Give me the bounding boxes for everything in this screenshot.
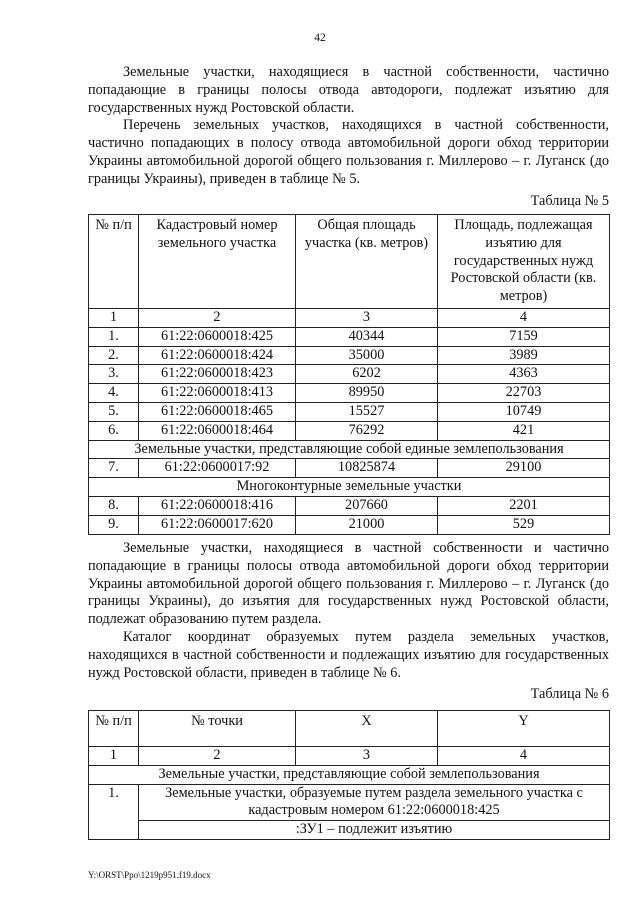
table-cell: 76292 <box>296 421 438 440</box>
table-cell: 3. <box>89 365 139 384</box>
table-cell: 207660 <box>296 496 438 515</box>
table-cell: 6. <box>89 421 139 440</box>
table-row <box>89 327 610 346</box>
table6 <box>88 710 610 840</box>
table-row <box>89 821 610 840</box>
table-cell: 1 <box>89 308 139 327</box>
table6-header-cell: X <box>296 711 438 747</box>
table-cell: 15527 <box>296 402 438 421</box>
table-cell: 7159 <box>438 327 610 346</box>
table-row <box>89 784 610 821</box>
table-cell: 22703 <box>438 384 610 403</box>
table5-header-row <box>89 215 610 309</box>
top-text <box>88 64 609 210</box>
table5-index-row <box>89 308 610 327</box>
footer-file-path: Y:\ORST\Ppo\1219p951.f19.docx <box>88 870 211 880</box>
table-cell: 61:22:0600018:464 <box>139 421 296 440</box>
table5-wrap <box>88 214 609 535</box>
table-cell: 61:22:0600018:424 <box>139 346 296 365</box>
table-row <box>89 384 610 403</box>
table-cell: 9. <box>89 515 139 534</box>
table-cell: 61:22:0600017:620 <box>139 515 296 534</box>
paragraph: Земельные участки, находящиеся в частной собственности и частично попадающие в границы полосы отвода автомобильной дороги обход территории Украины автомобильной дорогой общего пользования г. Миллерово – г. Луганск (до границы Украины), до изъятия для государственных нужд Ростовской области, подлежат образованию путем раздела. <box>88 540 609 628</box>
table-cell: 8. <box>89 496 139 515</box>
table-cell: 29100 <box>438 459 610 478</box>
table5-header-cell: Общая площадь участка (кв. метров) <box>296 215 438 309</box>
table-cell: 1. <box>89 327 139 346</box>
table5 <box>88 214 610 535</box>
table-row <box>89 515 610 534</box>
table6-caption: Таблица № 6 <box>530 686 609 703</box>
table6-header-row <box>89 711 610 747</box>
table-cell: 40344 <box>296 327 438 346</box>
middle-text <box>88 540 609 704</box>
table6-header-cell: Y <box>438 711 610 747</box>
page-number: 42 <box>314 32 326 44</box>
table-row <box>89 459 610 478</box>
table-cell: 421 <box>438 421 610 440</box>
table5-section-row <box>89 440 610 459</box>
table-cell: Земельные участки, образуемые путем раздела земельного участка с кадастровым номером 61:22:0600018:425 <box>139 784 610 821</box>
table5-header-cell: Площадь, подлежащая изъятию для государственных нужд Ростовской области (кв. метров) <box>438 215 610 309</box>
table6-header-cell: № точки <box>139 711 296 747</box>
paragraph: Земельные участки, находящиеся в частной собственности, частично попадающие в границы полосы отвода автодороги, подлежат изъятию для государственных нужд Ростовской области. <box>88 64 609 116</box>
table-cell: 35000 <box>296 346 438 365</box>
table-cell: 3989 <box>438 346 610 365</box>
table-cell: 6202 <box>296 365 438 384</box>
paragraph: Перечень земельных участков, находящихся в частной собственности, частично попадающих в полосу отвода автомобильной дороги обход территории Украины автомобильной дорогой общего пользования г. Миллерово – г. Луганск (до границы Украины), приведен в таблице № 5. <box>88 117 609 187</box>
table5-section-row <box>89 478 610 497</box>
table5-header-cell: Кадастровый номер земельного участка <box>139 215 296 309</box>
table-cell: 2201 <box>438 496 610 515</box>
table-cell: 61:22:0600018:465 <box>139 402 296 421</box>
table-row <box>89 496 610 515</box>
table-cell: 4. <box>89 384 139 403</box>
table-row <box>89 421 610 440</box>
table-row <box>89 346 610 365</box>
table6-wrap <box>88 710 609 840</box>
table-cell: 61:22:0600018:413 <box>139 384 296 403</box>
table6-index-row <box>89 747 610 766</box>
table6-section-row <box>89 765 610 784</box>
table-cell: :ЗУ1 – подлежит изъятию <box>139 821 610 840</box>
table-cell: 10749 <box>438 402 610 421</box>
section-heading: Земельные участки, представляющие собой единые землепользования <box>89 440 610 459</box>
table-cell: 21000 <box>296 515 438 534</box>
section-heading: Земельные участки, представляющие собой землепользования <box>89 765 610 784</box>
table-cell: 4363 <box>438 365 610 384</box>
table5-header-cell: № п/п <box>89 215 139 309</box>
paragraph: Каталог координат образуемых путем раздела земельных участков, находящихся в частной собственности и подлежащих изъятию для государственных нужд Ростовской области, приведен в таблице № 6. <box>88 628 609 681</box>
table-cell: 61:22:0600018:425 <box>139 327 296 346</box>
table-cell: 529 <box>438 515 610 534</box>
table-cell: 4 <box>438 308 610 327</box>
table-cell: 2. <box>89 346 139 365</box>
table-cell: 89950 <box>296 384 438 403</box>
table-row <box>89 365 610 384</box>
table-cell: 4 <box>438 747 610 766</box>
table-cell: 10825874 <box>296 459 438 478</box>
table-cell: 2 <box>139 308 296 327</box>
table-cell: 1 <box>89 747 139 766</box>
table5-caption: Таблица № 5 <box>530 192 609 209</box>
table-cell: 1. <box>89 784 139 839</box>
table6-header-cell: № п/п <box>89 711 139 747</box>
table-cell: 61:22:0600018:423 <box>139 365 296 384</box>
table-cell: 3 <box>296 308 438 327</box>
table-cell: 61:22:0600018:416 <box>139 496 296 515</box>
table-cell: 3 <box>296 747 438 766</box>
table-row <box>89 402 610 421</box>
table-cell: 2 <box>139 747 296 766</box>
section-heading: Многоконтурные земельные участки <box>89 478 610 497</box>
table-cell: 5. <box>89 402 139 421</box>
table-cell: 61:22:0600017:92 <box>139 459 296 478</box>
table-cell: 7. <box>89 459 139 478</box>
